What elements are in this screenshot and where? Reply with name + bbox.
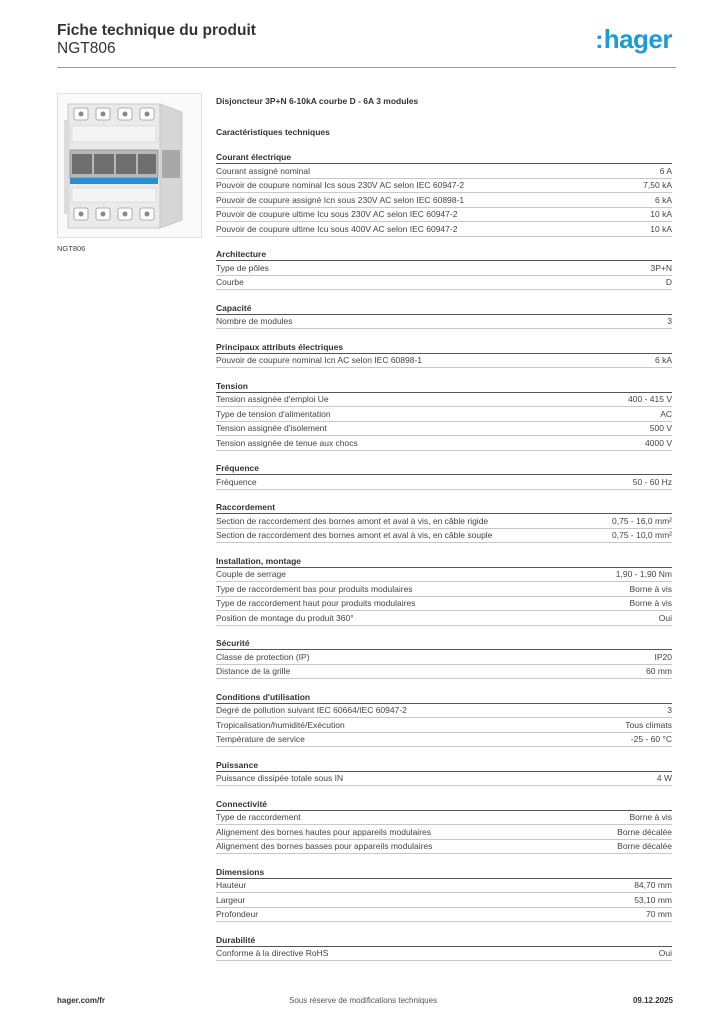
spec-row [216,597,672,612]
spec-label: Nombre de modules [216,316,293,327]
spec-value: Borne décalée [617,826,672,837]
spec-row [216,164,672,179]
spec-row [216,665,672,680]
section-title: Fréquence [216,462,672,475]
spec-label: Hauteur [216,880,247,891]
section-title: Tension [216,380,672,393]
spec-row [216,772,672,787]
page-header [57,22,677,62]
spec-row [216,840,672,855]
spec-row [216,179,672,194]
spec-sections [216,151,672,961]
spec-value: Borne à vis [629,812,672,823]
spec-value: 400 - 415 V [628,394,672,405]
spec-row [216,718,672,733]
spec-row [216,436,672,451]
section-title: Principaux attributs électriques [216,341,672,354]
spec-section [216,555,672,626]
spec-label: Type de tension d'alimentation [216,408,331,419]
spec-value: 70 mm [646,909,672,920]
spec-label: Distance de la grille [216,666,291,677]
spec-value: Borne à vis [629,598,672,609]
image-caption: NGT806 [57,244,86,253]
circuit-breaker-4-pole-image [58,94,201,237]
spec-label: Courbe [216,277,244,288]
spec-label: Tension assignée de tenue aux chocs [216,437,358,448]
specifications-panel [216,96,672,973]
spec-value: -25 - 60 °C [630,734,672,745]
spec-label: Type de pôles [216,262,269,273]
footer-date: 09.12.2025 [632,996,673,1005]
spec-value: 4000 V [645,437,672,448]
spec-label: Type de raccordement haut pour produits modulaires [216,598,416,609]
spec-row [216,704,672,719]
spec-label: Profondeur [216,909,259,920]
spec-row [216,811,672,826]
spec-value: D [665,277,672,288]
hager-logo [595,24,672,55]
spec-row [216,514,672,529]
spec-label: Puissance dissipée totale sous IN [216,773,344,784]
spec-value: 6 kA [654,194,672,205]
spec-section [216,151,672,237]
spec-row [216,893,672,908]
spec-value: 3 [667,705,672,716]
spec-value: AC [660,408,672,419]
spec-row [216,393,672,408]
spec-label: Pouvoir de coupure ultime Icu sous 230V AC selon IEC 60947-2 [216,209,458,220]
spec-section [216,798,672,855]
spec-label: Alignement des bornes hautes pour appareils modulaires [216,826,431,837]
spec-value: 0,75 - 10,0 mm² [612,530,672,541]
spec-value: 10 kA [650,209,672,220]
spec-value: 1,90 - 1,90 Nm [615,569,672,580]
section-title: Dimensions [216,866,672,879]
spec-label: Tropicalisation/humidité/Exécution [216,719,345,730]
spec-row [216,529,672,544]
spec-label: Degré de pollution suivant IEC 60664/IEC 60947-2 [216,705,407,716]
spec-value: 3 [667,316,672,327]
spec-row [216,276,672,291]
spec-label: Position de montage du produit 360° [216,612,354,623]
spec-label: Température de service [216,734,305,745]
spec-value: 7,50 kA [643,180,672,191]
spec-row [216,422,672,437]
spec-value: IP20 [654,651,672,662]
spec-row [216,582,672,597]
spec-row [216,908,672,923]
spec-row [216,879,672,894]
section-title: Capacité [216,302,672,315]
spec-label: Section de raccordement des bornes amont et aval à vis, en câble souple [216,530,493,541]
footer-disclaimer: Sous réserve de modifications techniques [289,996,438,1005]
spec-value: 6 kA [654,355,672,366]
spec-section [216,501,672,543]
spec-value: 500 V [649,423,672,434]
spec-value: Borne décalée [617,841,672,852]
spec-row [216,261,672,276]
spec-section [216,637,672,679]
spec-label: Alignement des bornes basses pour appareils modulaires [216,841,433,852]
spec-value: 60 mm [646,666,672,677]
section-title: Architecture [216,248,672,261]
product-image [57,93,202,238]
spec-label: Couple de serrage [216,569,286,580]
spec-section [216,302,672,330]
spec-row [216,354,672,369]
section-title: Sécurité [216,637,672,650]
spec-label: Pouvoir de coupure nominal Icn AC selon IEC 60898-1 [216,355,423,366]
spec-label: Classe de protection (IP) [216,651,310,662]
spec-section [216,380,672,451]
spec-label: Section de raccordement des bornes amont et aval à vis, en câble rigide [216,515,489,526]
section-title: Installation, montage [216,555,672,568]
footer-website[interactable]: hager.com/fr [57,996,106,1005]
spec-value: 3P+N [650,262,672,273]
spec-row [216,475,672,490]
spec-section [216,462,672,490]
spec-section [216,759,672,787]
product-reference: NGT806 [57,40,116,57]
logo-text: hager [603,24,672,54]
technical-characteristics-title: Caractéristiques techniques [216,127,330,137]
spec-row [216,193,672,208]
spec-label: Fréquence [216,476,257,487]
spec-value: Tous climats [625,719,672,730]
spec-section [216,248,672,290]
section-title: Puissance [216,759,672,772]
spec-value: Oui [658,948,672,959]
spec-row [216,611,672,626]
spec-value: 50 - 60 Hz [632,476,672,487]
spec-row [216,733,672,748]
spec-label: Largeur [216,894,246,905]
spec-value: 10 kA [650,223,672,234]
logo-dots: : [595,27,603,54]
spec-label: Conforme à la directive RoHS [216,948,329,959]
spec-label: Pouvoir de coupure nominal Ics sous 230V AC selon IEC 60947-2 [216,180,465,191]
spec-label: Pouvoir de coupure ultime Icu sous 400V AC selon IEC 60947-2 [216,223,458,234]
spec-value: 4 W [656,773,672,784]
spec-label: Type de raccordement bas pour produits modulaires [216,583,413,594]
spec-value: Oui [658,612,672,623]
spec-section [216,866,672,923]
spec-row [216,568,672,583]
header-divider [57,67,676,68]
spec-label: Pouvoir de coupure assigné Icn sous 230V AC selon IEC 60898-1 [216,194,465,205]
section-title: Conditions d'utilisation [216,691,672,704]
spec-label: Tension assignée d'isolement [216,423,327,434]
product-description: Disjoncteur 3P+N 6-10kA courbe D - 6A 3 modules [216,96,419,106]
spec-value: 84,70 mm [634,880,672,891]
page-footer [57,996,673,1010]
spec-row [216,208,672,223]
spec-row [216,825,672,840]
section-title: Durabilité [216,934,672,947]
spec-value: 6 A [659,165,672,176]
spec-row [216,222,672,237]
spec-section [216,934,672,962]
section-title: Connectivité [216,798,672,811]
spec-row [216,407,672,422]
section-title: Courant électrique [216,151,672,164]
section-title: Raccordement [216,501,672,514]
spec-value: 53,10 mm [634,894,672,905]
spec-section [216,691,672,748]
spec-label: Courant assigné nominal [216,165,311,176]
spec-section [216,341,672,369]
spec-row [216,650,672,665]
spec-value: 0,75 - 16,0 mm² [612,515,672,526]
spec-label: Tension assignée d'emploi Ue [216,394,329,405]
spec-row [216,315,672,330]
spec-value: Borne à vis [629,583,672,594]
spec-row [216,947,672,962]
spec-label: Type de raccordement [216,812,301,823]
document-title: Fiche technique du produit [57,22,256,39]
